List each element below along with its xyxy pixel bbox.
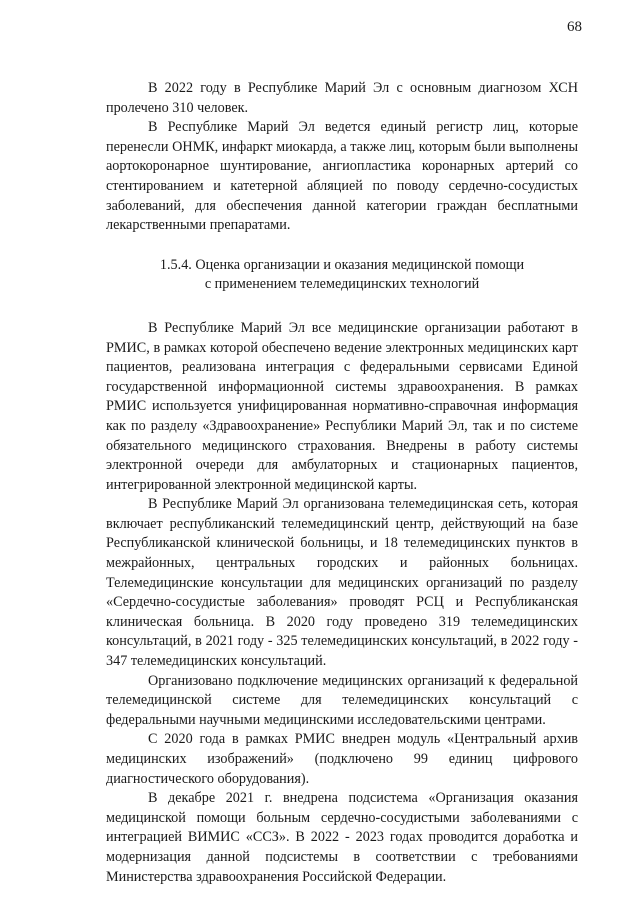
paragraph-federal-connection: Организовано подключение медицинских организаций к федеральной телемедицинской системе для телемедицинских консультаций с федеральными научными медицинскими исследовательскими центрами.	[106, 672, 578, 728]
section-heading-line-1: 1.5.4. Оценка организации и оказания медицинской помощи	[159, 256, 525, 273]
section-heading	[106, 256, 578, 295]
paragraph-image-archive: С 2020 года в рамках РМИС внедрен модуль «Центральный архив медицинских изображений» (подключено 99 единиц цифрового диагностического оборудования).	[106, 731, 578, 787]
page-content	[106, 79, 578, 887]
paragraph-rmis: В Республике Марий Эл все медицинские организации работают в РМИС, в рамках которой обеспечено ведение электронных медицинских карт пациентов, реализована интеграция с федеральными сервисами Единой государственной информационной системы здравоохранения. В рамках РМИС используется унифицированная нормативно-справочная информация как по разделу «Здравоохранение» Республики Марий Эл, так и по системе обязательного медицинского страхования. Внедрены в работу системы электронной очереди для амбулаторных и стационарных пациентов, интегрированной электронной медицинской карты.	[106, 319, 578, 493]
paragraph-telemedicine-network: В Республике Марий Эл организована телемедицинская сеть, которая включает республиканский телемедицинский центр, действующий на базе Республиканской клинической больницы, и 18 телемедицинских пунктов в межрайонных, центральных городских и районных больницах. Телемедицинские консультации для медицинских организаций по разделу «Сердечно-сосудистые заболевания» проводят РСЦ и Республиканская клиническая больница. В 2020 году проведено 319 телемедицинских консультаций, в 2021 году - 325 телемедицинских консультаций, в 2022 году - 347 телемедицинских консультаций.	[106, 496, 578, 670]
paragraph-subsystem: В декабре 2021 г. внедрена подсистема «Организация оказания медицинской помощи больным сердечно-сосудистыми заболеваниями с интеграцией ВИМИС «ССЗ». В 2022 - 2023 годах проводится доработка и модернизация данной подсистемы в соответствии с требованиями Министерства здравоохранения Российской Федерации.	[106, 790, 578, 885]
page-number: 68	[567, 19, 582, 35]
paragraph-registry: В Республике Марий Эл ведется единый регистр лиц, которые перенесли ОНМК, инфаркт миокарда, а также лиц, которым были выполнены аортокоронарное шунтирование, ангиопластика коронарных артерий со стентированием и катетерной абляцией по поводу сердечно-сосудистых заболеваний, для обеспечения данной категории граждан бесплатными лекарственными препаратами.	[106, 119, 578, 234]
section-heading-line-2: с применением телемедицинских технологий	[204, 276, 480, 293]
paragraph-xsn-count: В 2022 году в Республике Марий Эл с основным диагнозом ХСН пролечено 310 человек.	[106, 80, 578, 116]
